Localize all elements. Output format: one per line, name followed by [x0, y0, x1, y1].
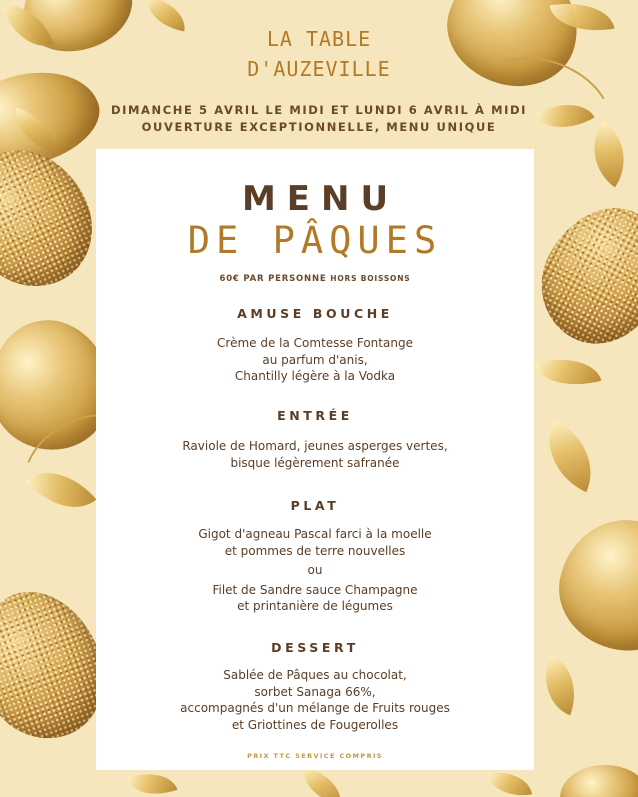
- dish-line: et pommes de terre nouvelles: [224, 543, 406, 558]
- service-dates: DIMANCHE 5 AVRIL LE MIDI ET LUNDI 6 AVRIL À MIDI: [110, 103, 528, 117]
- restaurant-name-line-2: D'AUZEVILLE: [247, 57, 391, 81]
- golden-egg-bottom-right: [560, 765, 638, 797]
- dish-line: sorbet Sanaga 66%,: [254, 684, 376, 699]
- gold-leaf: [488, 767, 532, 797]
- section-body-plat: [96, 526, 534, 615]
- menu-price: [96, 274, 534, 284]
- gold-leaf: [535, 348, 602, 396]
- section-body-dessert: [96, 667, 534, 733]
- price-amount: 60€ PAR PERSONNE: [219, 274, 327, 284]
- dish-line: accompagnés d'un mélange de Fruits rouges: [180, 701, 450, 715]
- gold-leaf: [533, 655, 588, 716]
- price-note: HORS BOISSONS: [330, 274, 411, 283]
- gold-leaf: [532, 420, 608, 492]
- section-body-amuse-bouche: [96, 335, 534, 385]
- dish-line: Crème de la Comtesse Fontange: [217, 336, 413, 350]
- price-footer: PRIX TTC SERVICE COMPRIS: [247, 752, 383, 760]
- dish-separator-or: ou: [307, 563, 323, 577]
- restaurant-header: [0, 24, 638, 84]
- dish-line: Gigot d'agneau Pascal farci à la moelle: [198, 527, 432, 541]
- golden-egg-right-lower: [550, 510, 638, 661]
- section-title-plat: PLAT: [290, 498, 340, 513]
- section-title-dessert: DESSERT: [271, 640, 359, 655]
- menu-title: MENU: [241, 179, 400, 219]
- glitter-egg-right: [520, 186, 638, 364]
- dish-line: bisque légèrement safranée: [230, 455, 400, 470]
- section-body-entree: [96, 438, 534, 471]
- dish-line: Raviole de Homard, jeunes asperges vertes,: [182, 439, 448, 453]
- dish-line: Chantilly légère à la Vodka: [234, 369, 396, 383]
- menu-card: [96, 149, 534, 770]
- gold-leaf: [297, 767, 347, 797]
- restaurant-name-line-1: LA TABLE: [266, 27, 372, 51]
- dish-line: Filet de Sandre sauce Champagne: [212, 582, 418, 597]
- dish-line: et printanière de légumes: [237, 599, 393, 613]
- menu-subtitle: DE PÂQUES: [187, 219, 443, 262]
- opening-note: OUVERTURE EXCEPTIONNELLE, MENU UNIQUE: [141, 120, 497, 134]
- section-title-entree: ENTRÉE: [277, 408, 353, 423]
- dish-line: et Griottines de Fougerolles: [231, 717, 399, 732]
- dish-line: Sablée de Pâques au chocolat,: [223, 668, 407, 682]
- section-title-amuse-bouche: AMUSE BOUCHE: [237, 306, 393, 321]
- dish-line: au parfum d'anis,: [262, 352, 368, 367]
